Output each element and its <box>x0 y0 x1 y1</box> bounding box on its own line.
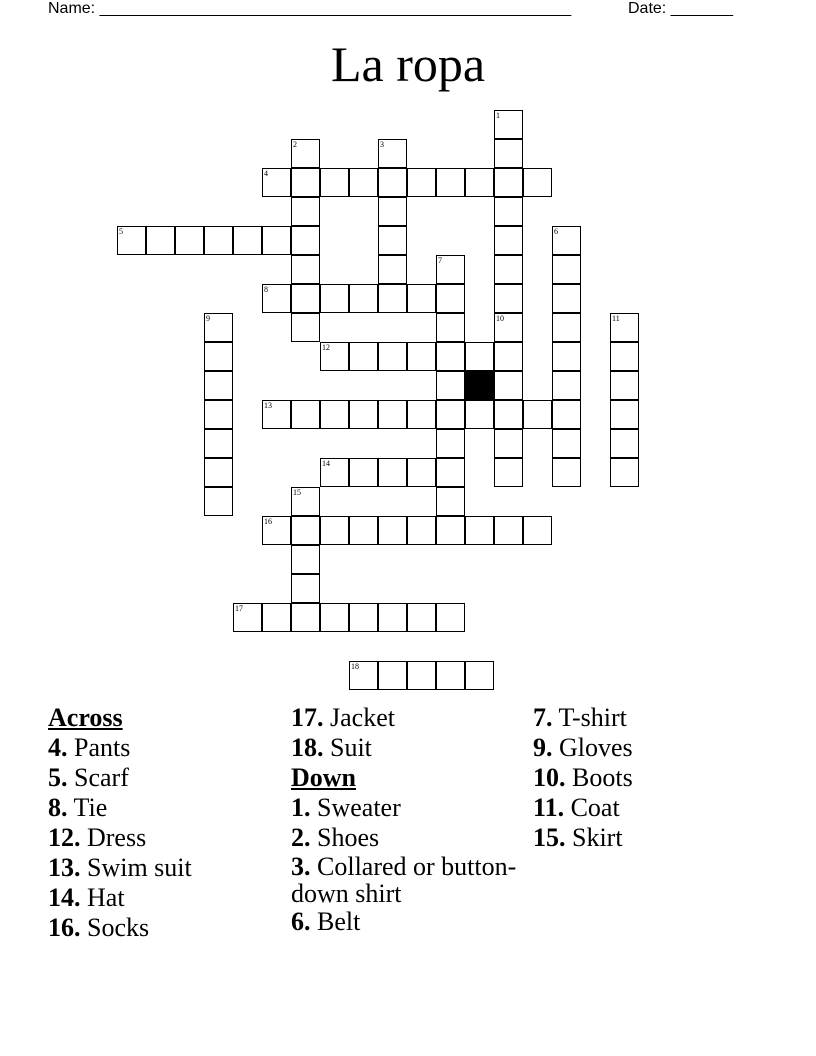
grid-cell[interactable] <box>407 603 436 632</box>
grid-cell[interactable] <box>378 603 407 632</box>
clue-column-3 <box>533 703 633 853</box>
grid-cell[interactable] <box>436 458 465 487</box>
grid-cell[interactable] <box>436 661 465 690</box>
grid-cell[interactable] <box>494 371 523 400</box>
grid-cell[interactable] <box>494 429 523 458</box>
grid-cell[interactable] <box>378 516 407 545</box>
grid-cell[interactable] <box>465 400 494 429</box>
grid-cell[interactable] <box>204 226 233 255</box>
grid-cell[interactable] <box>523 516 552 545</box>
grid-cell[interactable] <box>494 342 523 371</box>
page-title: La ropa <box>330 36 486 92</box>
grid-cell[interactable] <box>349 603 378 632</box>
grid-cell[interactable] <box>436 516 465 545</box>
grid-cell[interactable] <box>204 487 233 516</box>
clue-down-2: 2. Shoes <box>291 823 380 852</box>
grid-cell[interactable] <box>378 342 407 371</box>
grid-cell-number: 18 <box>351 662 359 671</box>
grid-cell[interactable] <box>320 516 349 545</box>
grid-cell[interactable] <box>349 342 378 371</box>
clue-column-2 <box>291 703 531 937</box>
grid-cell[interactable] <box>378 197 407 226</box>
grid-cell[interactable] <box>378 139 407 168</box>
grid-cell-number: 5 <box>119 227 123 236</box>
grid-cell[interactable] <box>610 342 639 371</box>
grid-cell[interactable] <box>291 313 320 342</box>
clue-across-8: 8. Tie <box>48 793 108 822</box>
grid-cell-number: 13 <box>264 401 272 410</box>
grid-cell[interactable] <box>494 400 523 429</box>
grid-cell[interactable] <box>436 284 465 313</box>
clue-across-13: 13. Swim suit <box>48 853 192 882</box>
grid-cell[interactable] <box>204 458 233 487</box>
grid-cell[interactable] <box>552 342 581 371</box>
grid-cell[interactable] <box>407 284 436 313</box>
grid-cell-number: 12 <box>322 343 330 352</box>
grid-cell[interactable] <box>204 429 233 458</box>
grid-cell-number: 15 <box>293 488 301 497</box>
grid-cell[interactable] <box>320 284 349 313</box>
grid-cell-number: 4 <box>264 169 268 178</box>
grid-cell[interactable] <box>378 255 407 284</box>
grid-cell[interactable] <box>233 603 262 632</box>
grid-cell[interactable] <box>291 226 320 255</box>
grid-cell[interactable] <box>610 458 639 487</box>
grid-cell-number: 6 <box>554 227 558 236</box>
grid-cell[interactable] <box>436 429 465 458</box>
grid-cell[interactable] <box>610 429 639 458</box>
grid-cell[interactable] <box>117 226 146 255</box>
grid-cell[interactable] <box>436 168 465 197</box>
grid-cell[interactable] <box>349 284 378 313</box>
grid-cell[interactable] <box>407 458 436 487</box>
clue-across-12: 12. Dress <box>48 823 147 852</box>
grid-cell[interactable] <box>494 197 523 226</box>
grid-cell[interactable] <box>407 661 436 690</box>
clue-down-1: 1. Sweater <box>291 793 401 822</box>
clue-across-18: 18. Suit <box>291 733 372 762</box>
grid-cell[interactable] <box>436 400 465 429</box>
grid-cell[interactable] <box>291 574 320 603</box>
grid-cell[interactable] <box>378 226 407 255</box>
grid-cell[interactable] <box>146 226 175 255</box>
grid-cell[interactable] <box>378 400 407 429</box>
grid-cell[interactable] <box>204 371 233 400</box>
grid-cell[interactable] <box>552 371 581 400</box>
grid-cell[interactable] <box>291 487 320 516</box>
grid-cell[interactable] <box>494 516 523 545</box>
grid-cell-number: 14 <box>322 459 330 468</box>
grid-cell[interactable] <box>291 284 320 313</box>
grid-cell-number: 8 <box>264 285 268 294</box>
grid-cell[interactable] <box>262 284 291 313</box>
clue-down-3: 3. Collared or button-down shirt <box>291 852 517 908</box>
grid-cell-number: 11 <box>612 314 620 323</box>
name-field-label: Name: _____________________________________________________ <box>48 0 572 17</box>
grid-cell[interactable] <box>494 168 523 197</box>
grid-cell[interactable] <box>610 371 639 400</box>
grid-cell[interactable] <box>465 661 494 690</box>
grid-cell[interactable] <box>552 255 581 284</box>
grid-cell[interactable] <box>291 168 320 197</box>
grid-cell[interactable] <box>204 342 233 371</box>
grid-cell[interactable] <box>291 603 320 632</box>
grid-cell[interactable] <box>262 400 291 429</box>
clue-across-5: 5. Scarf <box>48 763 129 792</box>
grid-cell[interactable] <box>436 342 465 371</box>
clue-down-7: 7. T-shirt <box>533 703 627 732</box>
clue-across-16: 16. Socks <box>48 913 150 942</box>
grid-cell[interactable] <box>610 400 639 429</box>
grid-cell-number: 1 <box>496 111 500 120</box>
grid-cell[interactable] <box>552 429 581 458</box>
grid-cell-number: 9 <box>206 314 210 323</box>
grid-cell[interactable] <box>523 400 552 429</box>
grid-cell[interactable] <box>291 139 320 168</box>
grid-cell[interactable] <box>465 516 494 545</box>
grid-cell-number: 16 <box>264 517 272 526</box>
date-field-label: Date: _______ <box>628 0 733 17</box>
grid-cell[interactable] <box>175 226 204 255</box>
grid-cell[interactable] <box>436 255 465 284</box>
grid-cell[interactable] <box>465 342 494 371</box>
grid-cell[interactable] <box>262 226 291 255</box>
grid-cell[interactable] <box>552 313 581 342</box>
grid-cell[interactable] <box>349 400 378 429</box>
grid-cell[interactable] <box>262 168 291 197</box>
grid-cell[interactable] <box>523 168 552 197</box>
grid-cell-number: 10 <box>496 314 504 323</box>
grid-cell[interactable] <box>407 342 436 371</box>
across-heading: Across <box>48 703 123 732</box>
grid-cell[interactable] <box>349 516 378 545</box>
grid-cell[interactable] <box>436 603 465 632</box>
clue-down-15: 15. Skirt <box>533 823 623 852</box>
grid-cell[interactable] <box>552 284 581 313</box>
grid-cell[interactable] <box>494 458 523 487</box>
grid-cell[interactable] <box>378 458 407 487</box>
grid-cell[interactable] <box>552 226 581 255</box>
grid-cell[interactable] <box>465 168 494 197</box>
grid-cell[interactable] <box>291 197 320 226</box>
grid-cell[interactable] <box>494 226 523 255</box>
grid-cell[interactable] <box>291 516 320 545</box>
grid-cell-number: 3 <box>380 140 384 149</box>
grid-cell[interactable] <box>349 168 378 197</box>
grid-cell-number: 2 <box>293 140 297 149</box>
grid-cell[interactable] <box>407 516 436 545</box>
grid-cell[interactable] <box>407 400 436 429</box>
grid-cell[interactable] <box>378 168 407 197</box>
grid-cell[interactable] <box>320 458 349 487</box>
down-heading: Down <box>291 763 357 792</box>
grid-cell[interactable] <box>494 313 523 342</box>
grid-cell[interactable] <box>378 661 407 690</box>
grid-cell[interactable] <box>407 168 436 197</box>
grid-cell[interactable] <box>349 661 378 690</box>
grid-cell[interactable] <box>233 226 262 255</box>
clue-across-17: 17. Jacket <box>291 703 395 732</box>
clue-down-11: 11. Coat <box>533 793 620 822</box>
grid-cell[interactable] <box>494 110 523 139</box>
grid-cell[interactable] <box>204 400 233 429</box>
grid-cell[interactable] <box>320 342 349 371</box>
clue-column-1 <box>48 703 192 943</box>
grid-cell-number: 17 <box>235 604 243 613</box>
grid-cell[interactable] <box>552 458 581 487</box>
grid-cell[interactable] <box>262 603 291 632</box>
grid-cell[interactable] <box>436 371 465 400</box>
clue-down-6: 6. Belt <box>291 907 361 936</box>
grid-cell[interactable] <box>552 400 581 429</box>
grid-cell-number: 7 <box>438 256 442 265</box>
grid-block-cell <box>465 371 494 400</box>
grid-cell[interactable] <box>436 313 465 342</box>
grid-cell[interactable] <box>349 458 378 487</box>
clue-across-14: 14. Hat <box>48 883 125 912</box>
clue-down-9: 9. Gloves <box>533 733 633 762</box>
grid-cell[interactable] <box>320 400 349 429</box>
grid-cell[interactable] <box>436 487 465 516</box>
grid-cell[interactable] <box>291 400 320 429</box>
grid-cell[interactable] <box>262 516 291 545</box>
grid-cell[interactable] <box>291 545 320 574</box>
grid-cell[interactable] <box>494 255 523 284</box>
clue-down-10: 10. Boots <box>533 763 633 792</box>
grid-cell[interactable] <box>494 284 523 313</box>
grid-cell[interactable] <box>291 255 320 284</box>
grid-cell[interactable] <box>320 603 349 632</box>
grid-cell[interactable] <box>610 313 639 342</box>
grid-cell[interactable] <box>378 284 407 313</box>
grid-cell[interactable] <box>204 313 233 342</box>
clue-across-4: 4. Pants <box>48 733 131 762</box>
grid-cell[interactable] <box>320 168 349 197</box>
grid-cell[interactable] <box>494 139 523 168</box>
